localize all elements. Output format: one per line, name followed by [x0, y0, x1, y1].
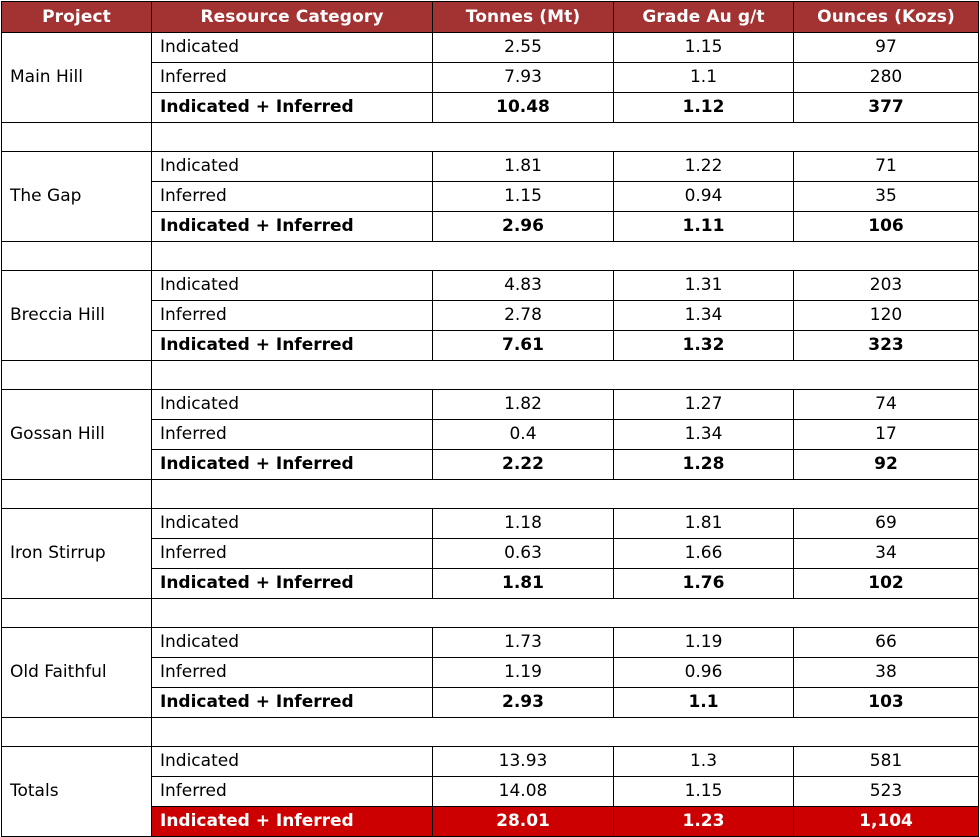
ounces-cell: 17	[794, 420, 979, 450]
resource-category-cell: Inferred	[152, 777, 433, 807]
ounces-cell: 34	[794, 539, 979, 569]
column-header-project: Project	[2, 2, 152, 33]
ounces-cell: 523	[794, 777, 979, 807]
grade-cell: 1.3	[614, 747, 794, 777]
resource-category-cell: Inferred	[152, 63, 433, 93]
resource-category-cell: Indicated	[152, 390, 433, 420]
tonnes-cell: 7.61	[433, 331, 614, 361]
resource-category-cell: Indicated + Inferred	[152, 93, 433, 123]
table-row	[2, 33, 979, 63]
resource-category-cell: Indicated + Inferred	[152, 807, 433, 837]
grade-cell: 1.34	[614, 420, 794, 450]
resource-category-cell: Indicated	[152, 33, 433, 63]
tonnes-cell: 1.18	[433, 509, 614, 539]
group-spacer-row	[2, 123, 979, 152]
resource-category-cell: Inferred	[152, 539, 433, 569]
table-body	[2, 33, 979, 837]
grade-cell: 1.31	[614, 271, 794, 301]
grade-cell: 0.94	[614, 182, 794, 212]
grade-cell: 1.15	[614, 777, 794, 807]
group-spacer-row	[2, 599, 979, 628]
resource-category-cell: Inferred	[152, 420, 433, 450]
resource-category-cell: Inferred	[152, 182, 433, 212]
resource-category-cell: Indicated + Inferred	[152, 569, 433, 599]
grade-cell: 1.22	[614, 152, 794, 182]
project-name-cell: Breccia Hill	[2, 271, 152, 361]
grade-cell: 1.81	[614, 509, 794, 539]
tonnes-cell: 2.96	[433, 212, 614, 242]
group-spacer-row	[2, 361, 979, 390]
project-name-cell: Gossan Hill	[2, 390, 152, 480]
spacer-cell	[2, 123, 152, 152]
tonnes-cell: 13.93	[433, 747, 614, 777]
ounces-cell: 69	[794, 509, 979, 539]
spacer-cell	[152, 123, 979, 152]
resource-category-cell: Indicated	[152, 509, 433, 539]
spacer-cell	[2, 599, 152, 628]
column-header-resource-category: Resource Category	[152, 2, 433, 33]
grade-cell: 1.32	[614, 331, 794, 361]
ounces-cell: 120	[794, 301, 979, 331]
spacer-cell	[152, 361, 979, 390]
resource-category-cell: Indicated	[152, 152, 433, 182]
table-row	[2, 390, 979, 420]
tonnes-cell: 1.19	[433, 658, 614, 688]
ounces-cell: 38	[794, 658, 979, 688]
ounces-cell: 97	[794, 33, 979, 63]
resource-category-cell: Indicated + Inferred	[152, 331, 433, 361]
resource-category-cell: Indicated + Inferred	[152, 212, 433, 242]
spacer-cell	[152, 480, 979, 509]
spacer-cell	[2, 361, 152, 390]
ounces-cell: 71	[794, 152, 979, 182]
resource-category-cell: Indicated	[152, 271, 433, 301]
ounces-cell: 92	[794, 450, 979, 480]
ounces-cell: 203	[794, 271, 979, 301]
tonnes-cell: 1.81	[433, 569, 614, 599]
ounces-cell: 280	[794, 63, 979, 93]
grade-cell: 1.15	[614, 33, 794, 63]
table-row	[2, 152, 979, 182]
spacer-cell	[152, 718, 979, 747]
column-header-grade: Grade Au g/t	[614, 2, 794, 33]
grade-cell: 1.76	[614, 569, 794, 599]
grade-cell: 1.1	[614, 63, 794, 93]
ounces-cell: 102	[794, 569, 979, 599]
ounces-cell: 74	[794, 390, 979, 420]
group-spacer-row	[2, 242, 979, 271]
grade-cell: 1.27	[614, 390, 794, 420]
project-name-cell: Main Hill	[2, 33, 152, 123]
header-row	[2, 2, 979, 33]
group-spacer-row	[2, 480, 979, 509]
project-name-cell: Iron Stirrup	[2, 509, 152, 599]
project-name-cell: Old Faithful	[2, 628, 152, 718]
table-row	[2, 628, 979, 658]
grade-cell: 1.66	[614, 539, 794, 569]
ounces-cell: 581	[794, 747, 979, 777]
grade-cell: 1.28	[614, 450, 794, 480]
tonnes-cell: 2.93	[433, 688, 614, 718]
table-row	[2, 509, 979, 539]
tonnes-cell: 2.78	[433, 301, 614, 331]
tonnes-cell: 7.93	[433, 63, 614, 93]
ounces-cell: 323	[794, 331, 979, 361]
tonnes-cell: 10.48	[433, 93, 614, 123]
tonnes-cell: 28.01	[433, 807, 614, 837]
mineral-resource-table	[1, 1, 979, 837]
tonnes-cell: 0.63	[433, 539, 614, 569]
resource-category-cell: Inferred	[152, 301, 433, 331]
table-row	[2, 747, 979, 777]
ounces-cell: 35	[794, 182, 979, 212]
grade-cell: 0.96	[614, 658, 794, 688]
grade-cell: 1.1	[614, 688, 794, 718]
spacer-cell	[152, 242, 979, 271]
resource-category-cell: Indicated	[152, 628, 433, 658]
tonnes-cell: 2.22	[433, 450, 614, 480]
spacer-cell	[2, 718, 152, 747]
grade-cell: 1.12	[614, 93, 794, 123]
resource-category-cell: Indicated + Inferred	[152, 450, 433, 480]
tonnes-cell: 1.81	[433, 152, 614, 182]
spacer-cell	[152, 599, 979, 628]
grade-cell: 1.11	[614, 212, 794, 242]
tonnes-cell: 1.82	[433, 390, 614, 420]
resource-category-cell: Indicated	[152, 747, 433, 777]
ounces-cell: 1,104	[794, 807, 979, 837]
resource-category-cell: Indicated + Inferred	[152, 688, 433, 718]
tonnes-cell: 14.08	[433, 777, 614, 807]
resource-category-cell: Inferred	[152, 658, 433, 688]
column-header-ounces: Ounces (Kozs)	[794, 2, 979, 33]
project-name-cell: The Gap	[2, 152, 152, 242]
grade-cell: 1.19	[614, 628, 794, 658]
tonnes-cell: 0.4	[433, 420, 614, 450]
ounces-cell: 106	[794, 212, 979, 242]
tonnes-cell: 2.55	[433, 33, 614, 63]
grade-cell: 1.23	[614, 807, 794, 837]
ounces-cell: 66	[794, 628, 979, 658]
ounces-cell: 377	[794, 93, 979, 123]
tonnes-cell: 4.83	[433, 271, 614, 301]
grade-cell: 1.34	[614, 301, 794, 331]
tonnes-cell: 1.15	[433, 182, 614, 212]
project-name-cell: Totals	[2, 747, 152, 837]
spacer-cell	[2, 242, 152, 271]
ounces-cell: 103	[794, 688, 979, 718]
tonnes-cell: 1.73	[433, 628, 614, 658]
column-header-tonnes: Tonnes (Mt)	[433, 2, 614, 33]
spacer-cell	[2, 480, 152, 509]
group-spacer-row	[2, 718, 979, 747]
table-row	[2, 271, 979, 301]
table-header	[2, 2, 979, 33]
